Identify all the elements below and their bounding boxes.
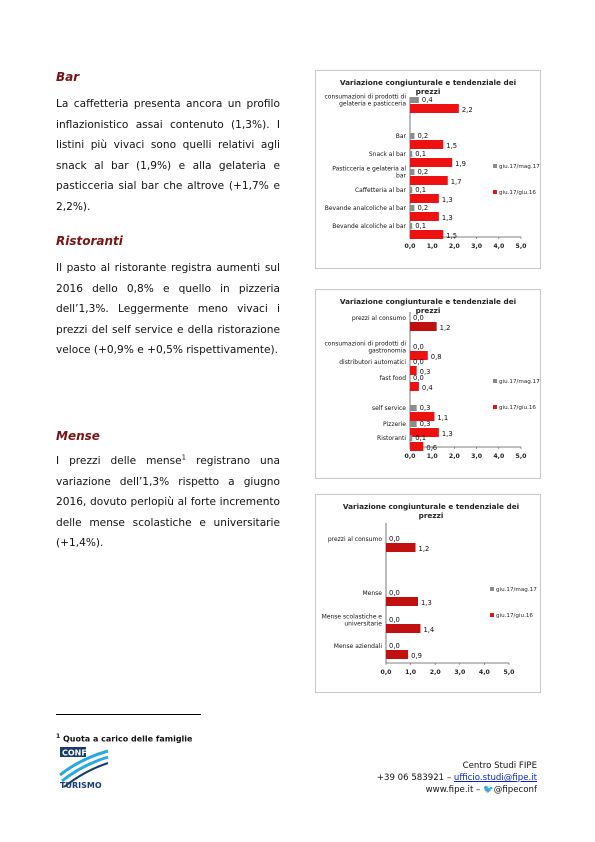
category-label: universitarie xyxy=(344,620,382,628)
bar-series2 xyxy=(386,597,418,606)
x-tick-label: 0,0 xyxy=(404,453,416,460)
category-label: Snack al bar xyxy=(368,151,406,158)
footnote-reference[interactable]: 1 xyxy=(181,453,187,462)
bar-series1 xyxy=(410,205,414,211)
data-label-series1: 0,0 xyxy=(413,374,424,382)
bar-series1 xyxy=(410,169,414,175)
contact-phone: +39 06 583921 – xyxy=(376,773,454,783)
bar-series1 xyxy=(410,133,414,139)
bar-series1 xyxy=(410,435,412,441)
bar-series1 xyxy=(410,421,417,427)
data-label-series2: 1,2 xyxy=(418,545,430,553)
x-tick-label: 5,0 xyxy=(503,669,515,676)
bar-series2 xyxy=(410,158,452,167)
data-label-series1: 0,0 xyxy=(413,343,424,351)
chart-bar-prices xyxy=(315,70,541,269)
bar-series2 xyxy=(410,382,419,391)
data-label-series1: 0,2 xyxy=(417,204,429,212)
data-label-series1: 0,0 xyxy=(389,589,400,597)
contact-web: www.fipe.it – xyxy=(425,785,484,795)
logo-text: TURISMO xyxy=(60,781,102,790)
category-label: fast food xyxy=(379,375,406,382)
bar-series2 xyxy=(386,624,420,633)
bar-series2 xyxy=(410,212,439,221)
x-tick-label: 1,0 xyxy=(426,243,438,250)
data-label-series2: 1,3 xyxy=(441,214,453,222)
data-label-series1: 0,0 xyxy=(389,616,400,624)
legend-swatch-series1 xyxy=(490,587,494,591)
data-label-series1: 0,4 xyxy=(421,96,433,104)
contact-block xyxy=(377,760,537,796)
bar-series1 xyxy=(410,223,412,229)
x-tick-label: 4,0 xyxy=(478,669,490,676)
data-label-series2: 1,7 xyxy=(450,178,462,186)
x-tick-label: 5,0 xyxy=(515,453,527,460)
legend-swatch-series2 xyxy=(493,405,497,409)
section-title-mense: Mense xyxy=(56,429,100,443)
data-label-series1: 0,0 xyxy=(389,642,400,650)
section-paragraph-bar: La caffetteria presenta ancora un profilo inflazionistico assai contenuto (1,3%). I listini più vivaci sono quelli relativi agli snack al bar (1,9%) e alla gelateria e pasticceria sial bar che altrove (+1,7% e 2,2%). xyxy=(56,98,280,213)
chart-title: prezzi xyxy=(415,87,441,96)
chart-svg-ristoranti xyxy=(316,290,540,478)
contact-org: Centro Studi FIPE xyxy=(462,761,537,771)
data-label-series2: 0,8 xyxy=(430,353,442,361)
chart-svg-mense xyxy=(316,495,540,692)
data-label-series1: 0,0 xyxy=(413,314,424,322)
x-tick-label: 2,0 xyxy=(448,453,460,460)
data-label-series1: 0,2 xyxy=(417,132,429,140)
category-label: Pasticceria e gelateria al xyxy=(332,165,406,173)
bar-series2 xyxy=(386,543,416,552)
data-label-series2: 1,2 xyxy=(439,324,451,332)
category-label: gastronomia xyxy=(368,347,406,355)
category-label: Pizzerie xyxy=(383,421,406,428)
footnote-divider xyxy=(56,714,201,715)
category-label: gelateria e pasticceria xyxy=(339,100,406,108)
category-label: Mense aziendali xyxy=(333,643,382,650)
category-label: prezzi al consumo xyxy=(327,536,382,543)
bar-series2 xyxy=(410,322,437,331)
chart-svg-bar xyxy=(316,71,540,268)
chart-title: prezzi xyxy=(415,306,441,315)
data-label-series2: 1,3 xyxy=(420,599,432,607)
category-label: Bevande analcoliche al bar xyxy=(324,205,406,212)
bar-series2 xyxy=(410,230,443,239)
mense-text-after: registrano una variazione dell’1,3% rispetto a giugno 2016, dovuto perlopiù al forte incremento delle mense scolastiche e universitarie (+1,4%). xyxy=(56,455,280,549)
data-label-series1: 0,0 xyxy=(413,358,424,366)
legend-swatch-series2 xyxy=(490,613,494,617)
chart-title: Variazione congiunturale e tendenziale dei xyxy=(339,78,517,87)
legend-label-series1: giu.17/mag.17 xyxy=(499,379,540,385)
data-label-series2: 1,9 xyxy=(455,160,466,168)
chart-title: prezzi xyxy=(418,511,444,520)
chart-ristoranti-prices xyxy=(315,289,541,479)
legend-swatch-series1 xyxy=(493,164,497,168)
mense-text-before: I prezzi delle mense xyxy=(56,455,182,467)
contact-phone-line xyxy=(377,772,537,784)
bar-series2 xyxy=(410,176,448,185)
x-tick-label: 3,0 xyxy=(471,453,483,460)
twitter-icon: 🐦 xyxy=(483,785,494,795)
data-label-series2: 2,2 xyxy=(461,106,473,114)
logo-brand: CONF xyxy=(62,748,87,758)
x-tick-label: 5,0 xyxy=(515,243,527,250)
section-title-bar: Bar xyxy=(56,70,80,84)
category-label: prezzi al consumo xyxy=(351,315,406,322)
data-label-series2: 0,9 xyxy=(411,652,422,660)
x-tick-label: 2,0 xyxy=(429,669,441,676)
contact-email-link[interactable]: ufficio.studi@fipe.it xyxy=(453,773,537,783)
section-paragraph-mense xyxy=(56,451,280,554)
x-tick-label: 4,0 xyxy=(493,243,505,250)
data-label-series1: 0,0 xyxy=(389,535,400,543)
bar-series1 xyxy=(410,97,419,103)
x-tick-label: 0,0 xyxy=(380,669,392,676)
legend-label-series2: giu.17/giu.16 xyxy=(499,190,536,196)
category-label: Bar xyxy=(395,133,406,140)
category-label: self service xyxy=(372,405,406,412)
category-label: Mense xyxy=(362,590,382,597)
legend-label-series2: giu.17/giu.16 xyxy=(496,613,533,619)
data-label-series2: 1,4 xyxy=(423,626,435,634)
data-label-series1: 0,1 xyxy=(415,186,427,194)
data-label-series2: 1,1 xyxy=(437,414,449,422)
bar-series2 xyxy=(410,140,443,149)
contact-web-line xyxy=(377,784,537,796)
x-tick-label: 2,0 xyxy=(448,243,460,250)
x-tick-label: 3,0 xyxy=(471,243,483,250)
data-label-series1: 0,1 xyxy=(415,434,427,442)
x-tick-label: 1,0 xyxy=(405,669,417,676)
legend-swatch-series2 xyxy=(493,190,497,194)
data-label-series2: 1,5 xyxy=(446,232,458,240)
bar-series2 xyxy=(410,442,423,451)
legend-label-series1: giu.17/mag.17 xyxy=(496,587,537,593)
category-label: Ristoranti xyxy=(377,435,406,442)
section-title-ristoranti: Ristoranti xyxy=(56,234,123,248)
data-label-series2: 0,3 xyxy=(419,368,431,376)
category-label: Caffetteria al bar xyxy=(354,187,406,194)
data-label-series2: 1,3 xyxy=(441,196,453,204)
data-label-series2: 1,5 xyxy=(446,142,458,150)
section-paragraph-ristoranti: Il pasto al ristorante registra aumenti sul 2016 dello 0,8% e quello in pizzeria dell’1,3%. Leggermente meno vivaci i prezzi del self service e della ristorazione veloce (+0,9% e +0,5% rispettivamente). xyxy=(56,262,280,356)
footnote xyxy=(56,733,192,744)
bar-series2 xyxy=(410,104,459,113)
bar-series2 xyxy=(386,650,408,659)
category-label: bar xyxy=(396,172,406,180)
data-label-series2: 1,3 xyxy=(441,430,453,438)
x-tick-label: 0,0 xyxy=(404,243,416,250)
x-tick-label: 4,0 xyxy=(493,453,505,460)
chart-mense-prices xyxy=(315,494,541,693)
data-label-series1: 0,1 xyxy=(415,150,427,158)
data-label-series2: 0,6 xyxy=(426,444,438,452)
contact-twitter[interactable]: @fipeconf xyxy=(493,785,537,795)
legend-swatch-series1 xyxy=(493,379,497,383)
legend-label-series2: giu.17/giu.16 xyxy=(499,405,536,411)
bar-series1 xyxy=(410,405,417,411)
category-label: distributori automatici xyxy=(339,359,406,366)
category-label: consumazioni di prodotti di xyxy=(324,340,406,348)
chart-title: Variazione congiunturale e tendenziale dei xyxy=(342,502,520,511)
footnote-text: Quota a carico delle famiglie xyxy=(60,734,193,744)
footnote-mark: 1 xyxy=(56,733,61,740)
data-label-series2: 0,4 xyxy=(421,384,433,392)
category-label: Bevande alcoliche al bar xyxy=(332,223,406,230)
x-tick-label: 1,0 xyxy=(426,453,438,460)
category-label: Mense scolastiche e xyxy=(321,613,382,621)
chart-title: Variazione congiunturale e tendenziale dei xyxy=(339,297,517,306)
data-label-series1: 0,2 xyxy=(417,168,429,176)
data-label-series1: 0,1 xyxy=(415,222,427,230)
data-label-series1: 0,3 xyxy=(419,420,431,428)
bar-series2 xyxy=(410,194,439,203)
category-label: consumazioni di prodotti di xyxy=(324,93,406,101)
data-label-series1: 0,3 xyxy=(419,404,431,412)
bar-series1 xyxy=(410,187,412,193)
legend-label-series1: giu.17/mag.17 xyxy=(499,164,540,170)
bar-series1 xyxy=(410,151,412,157)
x-tick-label: 3,0 xyxy=(454,669,466,676)
